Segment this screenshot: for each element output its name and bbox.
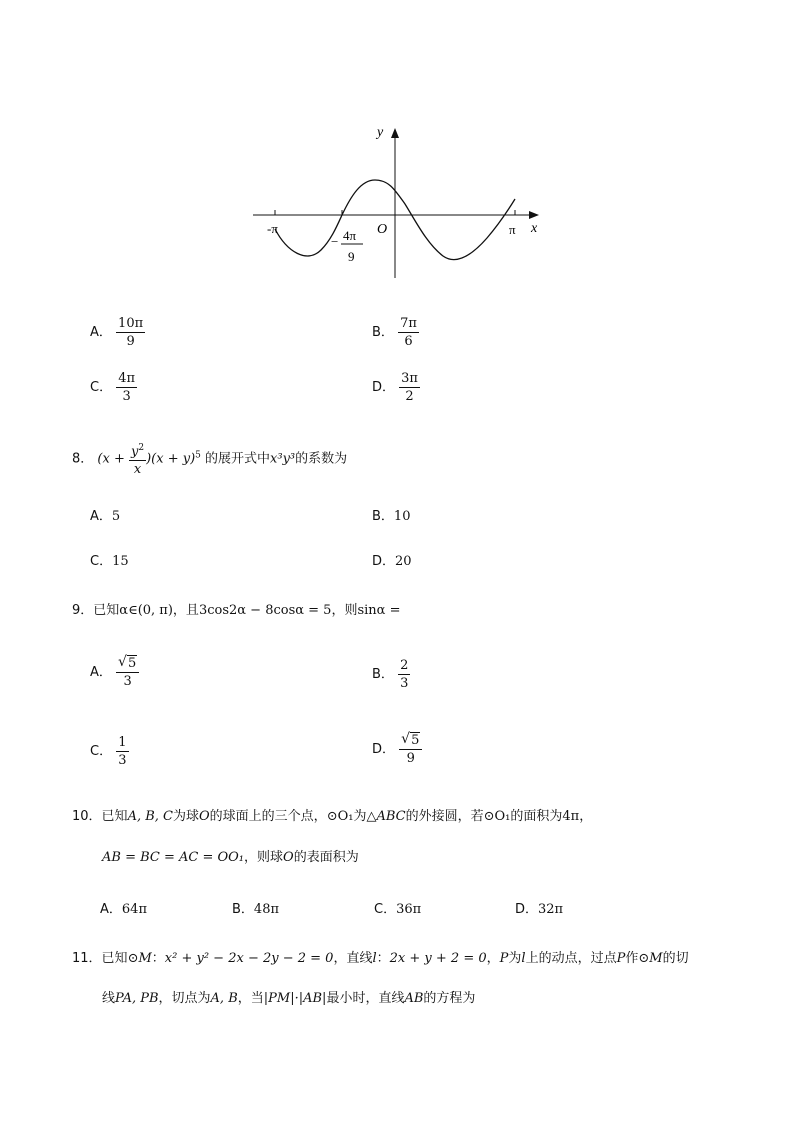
q10-option-a[interactable]: A．64π xyxy=(100,902,147,917)
question-number: 10． xyxy=(72,809,102,824)
term: x³y³ xyxy=(270,451,296,467)
q9-option-a[interactable]: A． √ $\frac{5}{3}$ xyxy=(90,656,139,689)
option-label: B． xyxy=(372,325,394,340)
option-fraction: $\frac{4\pi}{3}$ xyxy=(118,371,136,404)
q9-stem: 9．已知α∈(0, π)，且3cos2α − 8cosα = 5，则sinα = xyxy=(72,603,401,618)
expr-open: (x + xyxy=(97,451,125,467)
q11-stem-line1: 11．已知⊙M：x² + y² − 2x − 2y − 2 = 0，直线l：2x + y + 2 = 0，P为l上的动点，过点P作⊙M的切 xyxy=(72,951,689,966)
q7-option-b[interactable] xyxy=(372,316,419,349)
expr-sup: 5 xyxy=(195,450,201,461)
stem-text: 的展开式中 xyxy=(205,451,271,467)
sqrt-symbol: √ 5 xyxy=(401,733,420,748)
condition: α∈(0, π) xyxy=(119,603,173,618)
circle-equation: x² + y² − 2x − 2y − 2 = 0 xyxy=(164,951,334,966)
line-equation: 2x + y + 2 = 0 xyxy=(389,951,487,966)
neg-pi-label: -π xyxy=(267,221,278,236)
x-axis-label: x xyxy=(531,221,538,236)
question-number: 11． xyxy=(72,951,102,966)
expr-fraction: $\frac{y^2}{x}$ xyxy=(131,443,145,478)
q8-option-d[interactable]: D．20 xyxy=(372,554,412,569)
q10-option-c[interactable]: C．36π xyxy=(374,902,422,917)
q10-option-b[interactable]: B．48π xyxy=(232,902,280,917)
function-graph xyxy=(245,120,555,280)
zero-label-sign: − xyxy=(331,234,339,249)
question-number: 8． xyxy=(72,451,94,467)
zero-label-num: 4π xyxy=(343,228,357,243)
x-axis-arrow xyxy=(529,211,539,219)
sqrt-symbol: √ 5 xyxy=(118,656,137,671)
q9-option-d[interactable]: D． √ $\frac{5}{9}$ xyxy=(372,733,422,766)
q10-option-d[interactable]: D．32π xyxy=(515,902,564,917)
y-axis-arrow xyxy=(391,128,399,138)
y-axis-label: y xyxy=(377,125,384,140)
option-label: D． xyxy=(372,380,396,395)
option-fraction: $\frac{3\pi}{2}$ xyxy=(401,371,418,404)
q8-option-b[interactable]: B．10 xyxy=(372,509,411,524)
origin-label: O xyxy=(377,222,388,237)
option-fraction: $\frac{10\pi}{9}$ xyxy=(118,316,144,349)
expr-mid: )(x + y) xyxy=(146,451,196,467)
q7-option-a[interactable] xyxy=(90,316,145,349)
option-label: C． xyxy=(90,380,113,395)
q9-option-c[interactable]: C． $\frac{1}{3}$ xyxy=(90,735,127,768)
question-number: 9． xyxy=(72,603,94,618)
q8-stem xyxy=(72,441,347,477)
zero-label-den: 9 xyxy=(348,249,355,264)
q7-option-c[interactable] xyxy=(90,371,137,404)
q11-stem-line2: 线PA, PB，切点为A, B，当|PM|·|AB|最小时，直线AB的方程为 xyxy=(102,991,476,1006)
stem-text: 的系数为 xyxy=(295,451,348,467)
q10-stem-line2: AB = BC = AC = OO₁，则球O的表面积为 xyxy=(102,850,359,865)
equation: 3cos2α − 8cosα = 5 xyxy=(198,603,332,618)
q7-option-d[interactable] xyxy=(372,371,420,404)
q10-stem-line1: 10．已知A, B, C为球O的球面上的三个点，⊙O₁为△ABC的外接圆，若⊙O₁的面积为4π， xyxy=(72,809,593,824)
equation: AB = BC = AC = OO₁ xyxy=(102,850,245,865)
q8-option-a[interactable]: A．5 xyxy=(90,509,121,524)
option-fraction: $\frac{7\pi}{6}$ xyxy=(400,316,417,349)
q8-option-c[interactable]: C．15 xyxy=(90,554,129,569)
q9-option-b[interactable]: B． $\frac{2}{3}$ xyxy=(372,658,409,691)
ask: sinα = xyxy=(357,603,401,618)
pi-label: π xyxy=(509,222,516,237)
option-label: A． xyxy=(90,325,112,340)
